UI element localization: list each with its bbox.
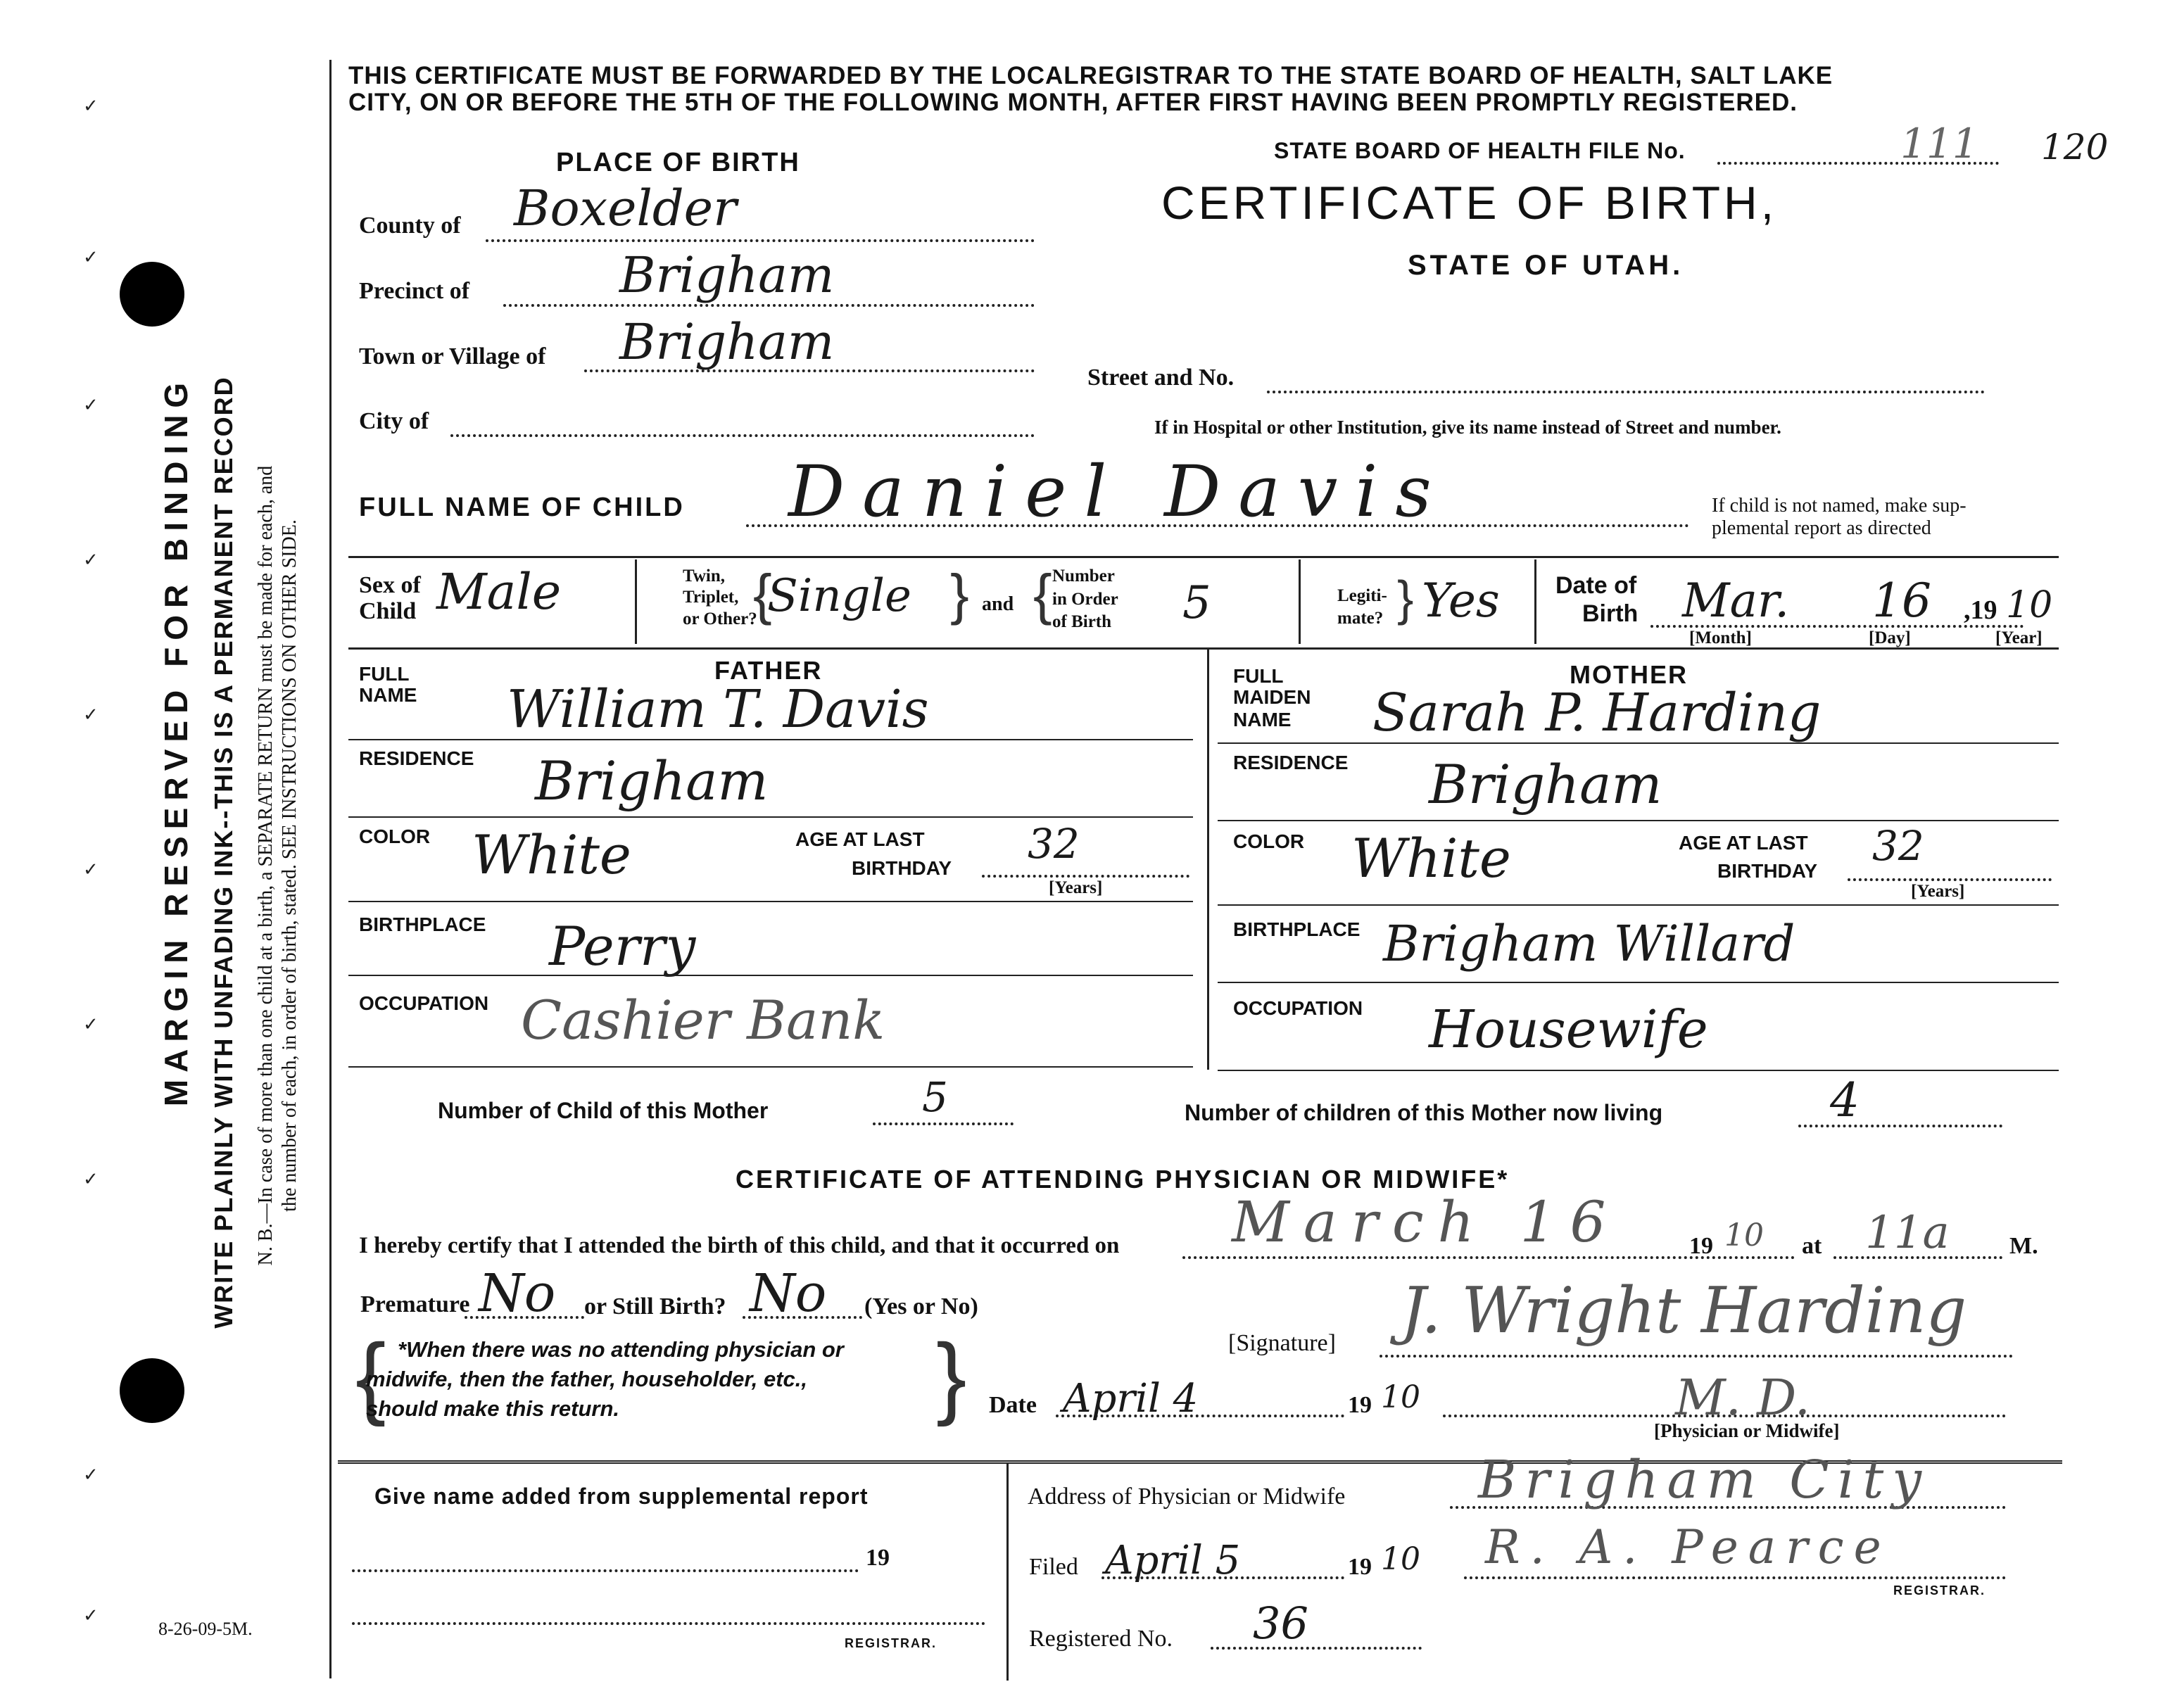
form-code: 8-26-09-5M. [158, 1619, 253, 1639]
supplement-label: Give name added from supplemental report [374, 1484, 869, 1509]
city-label: City of [359, 408, 429, 434]
twin-bracket-icon: { [753, 563, 772, 626]
father-occupation-label: OCCUPATION [359, 992, 489, 1014]
twin-label-line1: Twin, [683, 567, 725, 586]
father-name-label: NAME [359, 684, 417, 706]
supplement-year-prefix: 19 [866, 1545, 890, 1571]
sex-label-line1: Sex of [359, 572, 421, 598]
date-value: April 4 [1063, 1376, 1199, 1422]
father-occupation-value: Cashier Bank [521, 989, 885, 1051]
footnote-bracket-icon: { [355, 1324, 386, 1427]
registered-line [1211, 1647, 1422, 1650]
birth-info-bottom-rule [348, 647, 2059, 650]
father-name-rule [348, 739, 1193, 740]
legit-value: Yes [1422, 574, 1500, 628]
twin-value: Single [767, 570, 911, 622]
md-value: M. D. [1675, 1369, 1811, 1427]
forwarding-notice-line1: THIS CERTIFICATE MUST BE FORWARDED BY THE LOCALREGISTRAR TO THE STATE BOARD OF HEALTH, SALT LAKE [348, 62, 1833, 89]
legit-bracket-icon: } [1397, 571, 1414, 626]
precinct-value: Brigham [619, 246, 835, 304]
street-line [1267, 391, 1985, 393]
mother-name-value: Sarah P. Harding [1372, 683, 1822, 743]
father-birthplace-rule [348, 975, 1193, 976]
address-value: Brigham City [1478, 1450, 1931, 1510]
dob-label-line2: Birth [1582, 600, 1639, 627]
mother-age-value: 32 [1872, 822, 1924, 870]
dob-year-value: 10 [2006, 584, 2053, 626]
mother-age-line [1848, 878, 2052, 881]
footnote-bracket-close-icon: } [936, 1324, 967, 1427]
twin-bracket-close-icon: } [950, 563, 969, 626]
mother-full-label: FULL [1233, 665, 1284, 687]
and-label: and [982, 593, 1014, 615]
margin-tick-mark: ✓ [83, 549, 99, 570]
premature-value: No [479, 1263, 556, 1324]
father-age-label-line2: BIRTHDAY [852, 857, 952, 879]
filed-year-prefix: 19 [1348, 1554, 1372, 1580]
registrar-signature-line [1464, 1576, 2006, 1579]
premature-label: Premature [360, 1291, 470, 1317]
not-named-note-line2: plemental report as directed [1712, 517, 1931, 539]
mother-residence-value: Brigham [1429, 753, 1662, 816]
yes-no-caption: (Yes or No) [864, 1293, 978, 1320]
date-year-value: 10 [1381, 1379, 1420, 1415]
margin-tick-mark: ✓ [83, 859, 99, 880]
form-left-border [329, 60, 332, 1678]
still-birth-label: or Still Birth? [584, 1293, 726, 1320]
signature-label: [Signature] [1228, 1330, 1336, 1356]
supplement-divider [1006, 1462, 1009, 1681]
forwarding-notice-line2: CITY, ON OR BEFORE THE 5TH OF THE FOLLOWING MONTH, AFTER FIRST HAVING BEEN PROMPTLY REGISTERED. [348, 89, 1798, 116]
legit-label-line1: Legiti- [1337, 586, 1387, 605]
father-residence-label: RESIDENCE [359, 747, 474, 769]
mother-name-rule [1218, 742, 2059, 744]
place-of-birth-heading: PLACE OF BIRTH [556, 148, 800, 177]
father-occupation-rule [348, 1066, 1193, 1068]
supplement-registrar-caption: REGISTRAR. [845, 1636, 938, 1650]
legit-divider [1534, 559, 1536, 644]
registrar-signature-value: R. A. Pearce [1485, 1520, 1891, 1574]
still-birth-value: No [750, 1263, 827, 1324]
child-name-label: FULL NAME OF CHILD [359, 493, 685, 522]
town-label: Town or Village of [359, 343, 546, 369]
margin-tick-mark: ✓ [83, 704, 99, 725]
father-name-value: William T. Davis [507, 679, 929, 740]
dob-year-prefix: ,19 [1964, 595, 1997, 625]
mother-years-caption: [Years] [1911, 882, 1965, 901]
margin-tick-mark: ✓ [83, 1464, 99, 1485]
at-label: at [1802, 1233, 1822, 1259]
father-years-caption: [Years] [1049, 878, 1103, 897]
mother-color-rule [1218, 904, 2059, 906]
date-year-prefix: 19 [1348, 1392, 1372, 1418]
footnote-line2: midwife, then the father, householder, etc., [366, 1367, 807, 1391]
binding-hole-bottom [120, 1358, 184, 1423]
county-line [486, 239, 1035, 242]
mother-residence-label: RESIDENCE [1233, 752, 1349, 773]
father-residence-rule [348, 816, 1193, 818]
time-value: 11a [1865, 1207, 1950, 1259]
county-label: County of [359, 213, 461, 239]
living-count-value: 4 [1830, 1073, 1860, 1127]
father-color-value: White [472, 823, 631, 886]
city-line [450, 434, 1035, 437]
living-count-label: Number of children of this Mother now living [1185, 1100, 1663, 1125]
signature-line [1380, 1355, 2013, 1358]
date-label: Date [989, 1392, 1037, 1418]
mother-maiden-label: MAIDEN [1233, 686, 1311, 708]
child-number-line [873, 1122, 1014, 1125]
dob-day-value: 16 [1872, 574, 1931, 628]
physician-caption: [Physician or Midwife] [1654, 1420, 1840, 1441]
binding-hole-top [120, 262, 184, 327]
father-age-line [982, 875, 1189, 878]
certify-text: I hereby certify that I attended the birth of this child, and that it occurred on [359, 1233, 1120, 1258]
mother-occupation-value: Housewife [1429, 999, 1708, 1060]
m-label: M. [2009, 1233, 2038, 1259]
mother-color-label: COLOR [1233, 830, 1305, 852]
mother-name-label: NAME [1233, 709, 1292, 730]
child-number-value: 5 [922, 1073, 948, 1121]
occurred-value: March 16 [1232, 1189, 1620, 1255]
mother-occupation-label: OCCUPATION [1233, 997, 1363, 1019]
legit-label-line2: mate? [1337, 609, 1384, 628]
father-age-label-line1: AGE AT LAST [795, 828, 925, 850]
sex-value: Male [436, 563, 562, 621]
not-named-note-line1: If child is not named, make sup- [1712, 495, 1967, 517]
mother-birthplace-value: Brigham Willard [1383, 915, 1795, 973]
file-number-value: 111 [1900, 120, 1978, 167]
order-label-line3: of Birth [1052, 612, 1112, 631]
file-number-extra: 120 [2041, 127, 2109, 167]
occurred-year-value: 10 [1724, 1217, 1764, 1253]
margin-tick-mark: ✓ [83, 95, 99, 116]
address-label: Address of Physician or Midwife [1028, 1484, 1346, 1510]
margin-tick-mark: ✓ [83, 246, 99, 267]
margin-tick-mark: ✓ [83, 1168, 99, 1189]
mother-age-label-line2: BIRTHDAY [1717, 860, 1818, 882]
father-age-value: 32 [1028, 820, 1080, 868]
mother-occupation-rule [1218, 1070, 2059, 1071]
footnote-line3: should make this return. [366, 1396, 620, 1421]
filed-value: April 5 [1105, 1538, 1241, 1583]
father-birthplace-label: BIRTHPLACE [359, 913, 486, 935]
parents-divider [1207, 647, 1209, 1070]
order-label-line1: Number [1052, 567, 1115, 586]
mother-color-value: White [1351, 827, 1511, 890]
state-subtitle: STATE OF UTAH. [1408, 250, 1684, 281]
precinct-label: Precinct of [359, 278, 470, 304]
registered-label: Registered No. [1029, 1626, 1173, 1652]
street-label: Street and No. [1087, 365, 1235, 391]
father-birthplace-value: Perry [549, 915, 696, 978]
margin-tick-mark: ✓ [83, 1605, 99, 1626]
sex-divider [635, 559, 637, 644]
margin-tick-mark: ✓ [83, 1013, 99, 1035]
order-bracket-icon: { [1033, 563, 1052, 626]
registered-value: 36 [1253, 1598, 1308, 1649]
precinct-line [503, 304, 1035, 307]
town-value: Brigham [619, 313, 835, 371]
signature-value: J. Wright Harding [1401, 1274, 1967, 1348]
margin-tick-mark: ✓ [83, 394, 99, 415]
footnote-line1: *When there was no attending physician or [398, 1337, 844, 1362]
filed-year-value: 10 [1381, 1541, 1420, 1577]
father-color-rule [348, 901, 1193, 902]
certificate-title: CERTIFICATE OF BIRTH, [1161, 177, 1778, 229]
supplement-line [352, 1569, 859, 1572]
mother-birthplace-label: BIRTHPLACE [1233, 918, 1361, 940]
dob-label-line1: Date of [1555, 572, 1637, 599]
dob-month-caption: [Month] [1689, 628, 1752, 647]
order-divider [1299, 559, 1301, 644]
mother-birthplace-rule [1218, 982, 2059, 983]
dob-day-caption: [Day] [1869, 628, 1911, 647]
living-count-line [1798, 1125, 2002, 1127]
file-number-label: STATE BOARD OF HEALTH FILE No. [1274, 138, 1686, 163]
occurred-year-prefix: 19 [1689, 1233, 1713, 1259]
hospital-note: If in Hospital or other Institution, give its name instead of Street and number. [1154, 417, 1781, 438]
father-residence-value: Brigham [535, 749, 769, 812]
registrar-caption: REGISTRAR. [1893, 1583, 1986, 1598]
child-name-value: Daniel Davis [788, 450, 1449, 533]
mother-age-label-line1: AGE AT LAST [1679, 832, 1808, 854]
dob-month-value: Mar. [1682, 574, 1790, 628]
order-label-line2: in Order [1052, 590, 1118, 609]
birth-info-top-rule [348, 556, 2059, 558]
order-value: 5 [1182, 577, 1211, 629]
sex-label-line2: Child [359, 598, 417, 624]
father-heading: FATHER [714, 656, 823, 685]
supplement-registrar-line [352, 1622, 985, 1625]
county-value: Boxelder [514, 179, 737, 237]
twin-label-line2: Triplet, [683, 588, 739, 607]
mother-heading: MOTHER [1570, 660, 1688, 689]
physician-heading: CERTIFICATE OF ATTENDING PHYSICIAN OR MIDWIFE* [736, 1165, 1510, 1194]
father-color-label: COLOR [359, 825, 431, 847]
filed-label: Filed [1029, 1554, 1078, 1580]
twin-label-line3: or Other? [683, 609, 757, 628]
father-full-label: FULL [359, 663, 410, 685]
dob-year-caption: [Year] [1995, 628, 2043, 647]
child-number-label: Number of Child of this Mother [438, 1098, 769, 1123]
mother-residence-rule [1218, 820, 2059, 821]
